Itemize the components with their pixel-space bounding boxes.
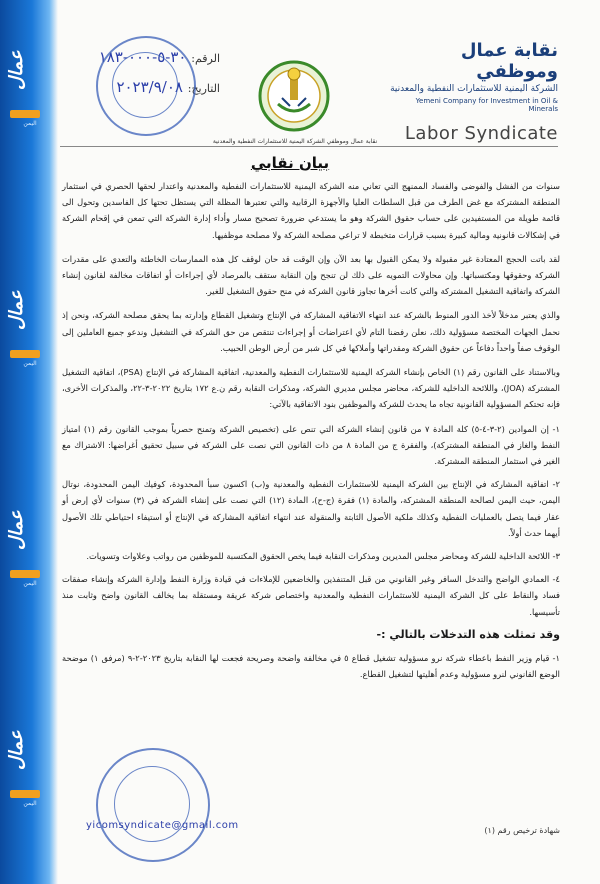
- watermark-logo: [2, 470, 54, 590]
- header-divider: [60, 146, 558, 147]
- watermark-text: ﻋﻤﺎﻝ: [6, 290, 27, 330]
- footer-certificate: شهادة ترخيص رقم (١): [484, 826, 560, 835]
- document-title-text: بيان نقابي: [250, 154, 330, 172]
- list-item: ٤- العمادي الواضح والتدخل السافر وغير القانوني من قبل المتنفذين والخاضعين للإملاءات في قيادة وزارة النفط وإدارة الشركة وإنشاء صفقات فساد والنقاط على كل الشركة اليمنية للاستثمارات النفطية والمعدنية واختصاص شركة عريقة ومستقلة بما يخالف القانون واضح وثابت منذ تأسيسها.: [62, 574, 560, 617]
- watermark-text: ﻋﻤﺎﻝ: [6, 50, 27, 90]
- list-item: ٣- اللائحة الداخلية للشركة ومحاضر مجلس المديرين ومذكرات النقابة فيما يخص الحقوق المكتسبة للموظفين من رواتب وعلاوات وتسويات.: [86, 551, 560, 562]
- watermark-strip: [0, 0, 58, 884]
- org-subtitle-arabic: الشركة اليمنية للاستثمارات النفطية والمعدنية: [390, 84, 558, 94]
- watermark-logo: [2, 690, 54, 810]
- list-item: ١- إن الموادين (٢-٣-٤-٥) كلة المادة ٧ من قانون إنشاء الشركة التي تنص على (تخصيص الشركة وتمنح حصرياً بموجب القانون رقم (١) امتياز النفط والغاز في المنطقة المشتركة)، والفقرة ج من المادة ٨ من ذات القانون التي نصت على الشركة في سبيل تحقيق أغراضها: الاشتراك مع الغير في استثمار المنطقة المشتركة.: [62, 423, 560, 467]
- watermark-text: ﻋﻤﺎﻝ: [6, 510, 27, 550]
- footer-email: yicomsyndicate@gmail.com: [86, 820, 239, 831]
- organization-header: [388, 40, 558, 144]
- date-label: التاريخ:: [187, 82, 220, 95]
- body-paragraph: لقد باتت الحجج المعتادة غير مقبولة ولا يمكن القبول بها بعد الآن وإن الوقت قد حان لوقف كل هذه الممارسات الخاطئة والتعدي على مقدرات الشركة وحقوقها ومكتسباتها. وإن محاولات التمويه على ذلك لن تنجح وإن النقابة ستقف بالمرصاد لأي إجراءات أو اتفاقات مخالفة لقانون إنشاء الشركة واتفاقية التشغيل المشتركة والتي كانت أخرها تجاوز قانون الشركة في منح حقوق التشغيل للغير.: [62, 253, 560, 297]
- watermark-badge: [10, 110, 40, 118]
- watermark-badge: [10, 350, 40, 358]
- list-item: ١- قيام وزير النفط باعطاء شركة نرو مسؤولية تشغيل قطاع ٥ في مخالفة واضحة وصريحة فجعت لها النقابة بتاريخ ٢٠٢٣-٢-٩ (مرفق ١) موضحة الوضع القانوني لنرو مسؤولية وعدم أهليتها لتشغيل القطاع.: [62, 653, 560, 680]
- reference-label: الرقم:: [191, 52, 220, 65]
- watermark-text: ﻋﻤﺎﻝ: [6, 730, 27, 770]
- logo-caption: نقابة عمال وموظفي الشركة اليمنية للاستثمارات النفطية والمعدنية: [212, 138, 378, 145]
- watermark-badge: [10, 570, 40, 578]
- org-title-english: Labor Syndicate: [404, 123, 558, 144]
- watermark-sub: ﺍﻟﻴﻤﻦ: [23, 120, 37, 127]
- document-title: [220, 154, 360, 172]
- body-paragraph: والذي يعتبر مدخلاً لأخذ الدور المنوط بالشركة عند انتهاء الاتفاقية المشاركة في الإنتاج وتشغيل القطاع وإدارته بما يحقق مصلحة الشركة، ونحن إذ نحمل الجهات المختصة مسؤولية ذلك، نعلن رفضنا التام لأي اعتراضات أو إجراءات تنتقص من حق الشركة في التشغيل وندعو جميع العاملين إلى الوقوف صفاً واحداً دفاعاً عن حقوق الشركة ومقدراتها وأملاكها في كل شبر من أرض الوطن الحبيب.: [62, 310, 560, 353]
- org-name-english: Yemeni Company for Investment in Oil & Minerals: [415, 97, 558, 113]
- org-name-arabic: نقابة عمال وموظفي: [460, 40, 558, 82]
- official-stamp-top: [96, 36, 196, 136]
- highlight-heading: وقد تمثلت هذه التدخلات بالتالي :-: [376, 627, 560, 641]
- watermark-sub: ﺍﻟﻴﻤﻦ: [23, 360, 37, 367]
- legal-basis-paragraph: وبالاستناد على القانون رقم (١) الخاص بإنشاء الشركة اليمنية للاستثمارات النفطية والمعدنية، اتفاقية المشاركة في الإنتاج (PSA)، اتفاقية التشغيل المشتركة (JOA)، واللائحة الداخلية للشركة، محاضر مجلس مديري الشركة، ومذكرات النقابة رقم ن.ع ١٧٢ بتاريخ ٢٠٢٢-٣-٢٢، والمذكرات الأخرى، فإنه تحتكم المسؤولية القانونية تجاه ما يحدث للشركة والموظفين بنود الاتفاقية بالآتي:: [62, 367, 560, 410]
- watermark-logo: [2, 250, 54, 370]
- reference-number: ٣٠-٥-٠٠٠-١٨٣: [98, 48, 187, 66]
- syndicate-logo-icon: [256, 58, 332, 134]
- body-paragraph: سنوات من الفشل والفوضى والفساد الممنهج التي تعاني منه الشركة اليمنية للاستثمارات النفطية والمعدنية واعتدار لحقها الحصري في استثمار المنطقة المشتركة مع غض الطرف من قبل السلطات العليا والأجهزة الرقابية والتي تعتبرها المظلة التي يستظل تحتها كل الفاسدين وتحول الى قائمة طويلة من المستفيدين على حساب حقوق الشركة وهو ما يستدعي ضرورة تصحيح مسار وأداء إدارة الشركة التي تمعن في إقحام الشركة في إشكالات قانونية ومالية كبيرة بسبب قرارات متخبطة لا تراعي مصلحة الشركة ولا مصلحة موظفيها.: [62, 181, 560, 240]
- stamp-inner-ring: [112, 52, 178, 118]
- watermark-sub: ﺍﻟﻴﻤﻦ: [23, 800, 37, 807]
- watermark-logo: [2, 10, 54, 130]
- watermark-sub: ﺍﻟﻴﻤﻦ: [23, 580, 37, 587]
- watermark-badge: [10, 790, 40, 798]
- list-item: ٢- اتفاقية المشاركة في الإنتاج بين الشركة اليمنية للاستثمارات النفطية والمعدنية و(ب) اكسون سبأ المحدودة، كوفيك اليمن المحدودة، نوتال اليمن، حيث اليمن لصالحة المنطقة المشتركة، والمادة (١) فقرة (ج-ح)، المادة (١٢) التي نصت على إنشاء الشركة في (٣) سنوات لأي إرض أو عقار فيما يتصل بالعمليات النفطية وكذلك ملكية الأصول الثابتة والمنقولة عند انتهاء اتفاقية المشاركة في الإنتاج أو استيفاء احتياطي تلك الأصول أيهما حدث أولاً.: [62, 479, 560, 538]
- date-value: ٢٠٢٣/٩/٠٨: [116, 78, 183, 96]
- document-body: [62, 178, 560, 689]
- official-stamp-bottom: [96, 748, 210, 862]
